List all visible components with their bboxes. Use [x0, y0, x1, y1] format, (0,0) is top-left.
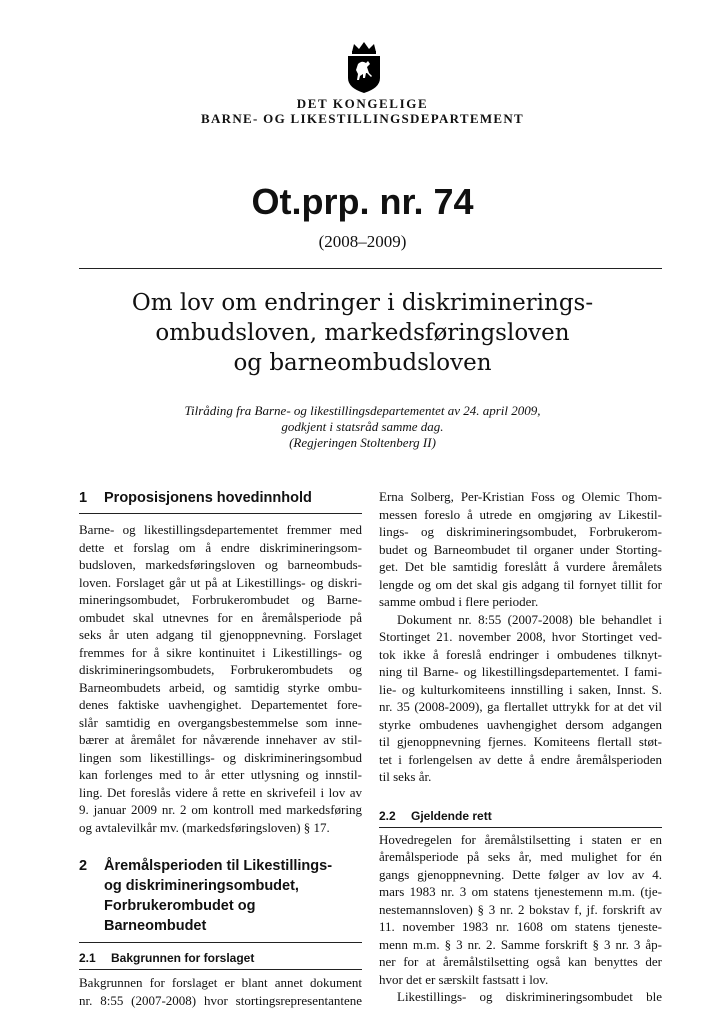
text-line: menn m.m. § 3 nr. 2. Samme forskrift § 3 nr. 3 åp-: [379, 936, 662, 952]
document-title: Ot.prp. nr. 74: [251, 181, 474, 222]
text-line: Barne- og likestillingsdepartementet fremmer med: [79, 522, 362, 537]
text-line: lingen som likestillings- og diskrimineringsombud: [79, 749, 362, 765]
section-title-line: Barneombudet: [104, 918, 207, 934]
section-rule: [379, 827, 662, 828]
text-line: til seks år.: [379, 769, 432, 784]
section-1-heading: [79, 488, 362, 508]
text-line: kan forlenges med to år etter utlysning og innstil-: [79, 767, 362, 782]
section-title-line: Åremålsperioden til Likestillings-: [104, 858, 333, 874]
text-line: Stortinget 21. november 2008, hvor Stortinget ved-: [379, 629, 662, 644]
text-line: nr. 35 (2008-2009), ga flertallet uttrykk for at det vil: [379, 699, 662, 714]
section-title-line: og diskrimineringsombudet,: [104, 878, 299, 894]
section-2-1-body: [79, 974, 362, 1009]
text-line: diskrimineringsombudets, Forbrukerombudets og: [79, 662, 362, 677]
document-subject: [60, 288, 665, 378]
text-line: fremmes for å sikre kontinuitet i Likestillings- og: [79, 644, 362, 660]
text-line: ling. Det foreslås videre å rette en skrivefeil i lov av: [79, 784, 362, 800]
text-line: budet og Barneombudet til organer under Storting-: [379, 541, 662, 557]
department-name-line1: DET KONGELIGE: [296, 96, 429, 111]
text-line: gangs gjenoppnevning. Dette følger av lov av 4.: [379, 866, 662, 882]
text-line: nestemannsloven) § 3 nr. 2 bokstav f, jf. forskrift av: [379, 901, 662, 917]
text-line: 11. november 1983 nr. 1608 om statens tjeneste-: [379, 919, 662, 934]
text-line: loven. Forslaget går ut på at Likestillings- og diskri-: [79, 574, 362, 590]
section-title: Proposisjonens hovedinnhold: [104, 490, 312, 506]
subject-line: ombudsloven, markedsføringsloven: [155, 320, 570, 346]
text-line: samme ombud i flere perioder.: [379, 594, 539, 609]
subject-line: Om lov om endringer i diskriminerings-: [131, 290, 594, 316]
section-title: Bakgrunnen for forslaget: [111, 951, 255, 965]
note-line: godkjent i statsråd samme dag.: [281, 419, 444, 434]
section-title: Gjeldende rett: [411, 808, 492, 823]
section-title-line: Forbrukerombudet og: [104, 898, 256, 914]
section-number: 2.1: [79, 951, 96, 965]
text-line: ombudet skal utnevnes for en åremålsperiode på: [79, 609, 362, 625]
text-line: til gjenoppnevning fjernes. Komiteens flertall støt-: [379, 734, 662, 749]
section-2-2-body: [379, 831, 662, 1006]
section-1-body: [79, 521, 362, 836]
text-line: åremålsperiode på seks år, med mulighet for én: [379, 849, 662, 864]
subject-line: og barneombudsloven: [233, 350, 492, 376]
text-line: Likestillings- og diskrimineringsombudet ble: [397, 989, 662, 1004]
text-line: mineringsombudet, Forbrukerombudet og Barne-: [79, 592, 362, 607]
text-line: seks år uten adgang til gjenoppnevning. Forslaget: [79, 627, 362, 642]
note-line: Tilråding fra Barne- og likestillingsdepartementet av 24. april 2009,: [184, 403, 541, 418]
text-line: tet i forlengelsen av dette å endre åremålsperioden: [379, 751, 662, 767]
text-line: og avtalevilkår mv. (markedsføringsloven) § 17.: [79, 819, 330, 835]
paragraph: [379, 611, 662, 786]
text-line: nr. 8:55 (2007-2008) hvor stortingsrepresentantene: [79, 992, 362, 1008]
text-line: budsloven, markedsføringsloven og barneombuds-: [79, 557, 362, 572]
note-line: (Regjeringen Stoltenberg II): [289, 435, 436, 450]
section-number: 1: [79, 490, 88, 506]
text-line: hvor det er særskilt fastsatt i lov.: [379, 971, 549, 987]
text-line: Erna Solberg, Per-Kristian Foss og Olemic Thom-: [379, 489, 662, 504]
right-column: [379, 488, 662, 1006]
text-line: Hovedregelen for åremålstilsetting i staten er en: [379, 831, 662, 847]
section-2-2-heading: [379, 808, 662, 824]
text-line: 9. januar 2009 nr. 2 om kontroll med markedsføring: [79, 802, 362, 817]
text-line: tok ikke å foreslå endringer i ombudenes tilknyt-: [379, 646, 662, 662]
section-2-heading: [79, 856, 362, 936]
royal-coat-of-arms-icon: [344, 40, 384, 94]
section-rule: [79, 513, 362, 514]
text-line: dette et forslag om å endre diskrimineringsom-: [79, 539, 362, 555]
section-number: 2: [79, 858, 88, 874]
paragraph: [379, 488, 662, 611]
section-title: [104, 856, 332, 936]
section-number: 2.2: [379, 808, 396, 823]
section-2-1-heading: [79, 950, 362, 966]
text-line: lie- og kulturkomiteens innstilling i saken, Innst. S.: [379, 681, 662, 697]
text-line: slår samtidig en overgangsbestemmelse som inne-: [79, 714, 362, 730]
text-line: Dokument nr. 8:55 (2007-2008) ble behandlet i: [397, 611, 662, 627]
text-line: ner for at åremålstilsetting også kan benyttes der: [379, 954, 662, 969]
left-column: [79, 488, 362, 1009]
text-line: Bakgrunnen for forslaget er blant annet dokument: [79, 975, 362, 990]
text-line: styrke ombudenes uavhengighet dersom adgangen: [379, 716, 662, 732]
approval-note: [60, 403, 665, 451]
text-line: get. Det ble samtidig foreslått å vurdere åremålets: [379, 559, 662, 574]
text-line: ning til Barne- og likestillingsdepartementet. I fami-: [379, 664, 662, 679]
title-divider: [79, 268, 662, 269]
section-rule: [79, 969, 362, 970]
text-line: bærer at åremålet for nåværende innehaver av stil-: [79, 732, 362, 747]
document-year: (2008–2009): [318, 232, 407, 251]
text-line: Barneombudets arbeid, og samtidig styrke ombu-: [79, 679, 362, 695]
text-line: lings- og diskrimineringsombudet, Forbrukerom-: [379, 524, 662, 539]
text-line: denes faktiske uavhengighet. Departementet fore-: [79, 697, 362, 712]
section-rule: [79, 942, 362, 943]
text-line: lengde og om det skal gis adgang til fornyet tillit for: [379, 576, 662, 592]
text-line: messen foreslo å utrede en omgjøring av Likestil-: [379, 506, 662, 522]
department-name-line2: BARNE- OG LIKESTILLINGSDEPARTEMENT: [200, 111, 525, 126]
text-line: mars 1983 nr. 3 om statens tjenestemenn m.m. (tje-: [379, 884, 662, 899]
